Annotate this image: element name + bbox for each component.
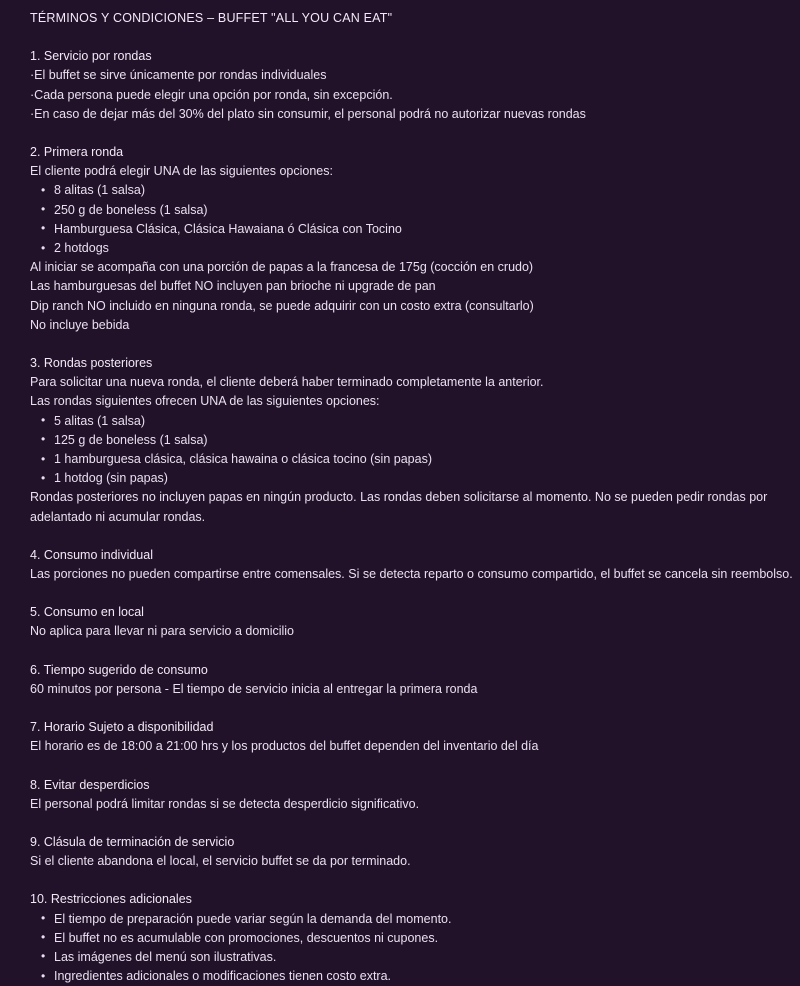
bullet-item: • Ingredientes adicionales o modificaciones tienen costo extra. [30, 967, 793, 986]
section-heading: 6. Tiempo sugerido de consumo [30, 662, 208, 677]
section-line: Para solicitar una nueva ronda, el cliente deberá haber terminado completamente la anterior. [30, 375, 544, 390]
section [30, 833, 793, 871]
section [30, 546, 793, 584]
section [30, 890, 793, 986]
section-heading: 10. Restricciones adicionales [30, 892, 192, 907]
section-heading: 4. Consumo individual [30, 547, 153, 562]
section [30, 776, 793, 814]
section-line: Al iniciar se acompaña con una porción de papas a la francesa de 175g (cocción en crudo) [30, 260, 534, 275]
bullet-item: • El buffet no es acumulable con promociones, descuentos ni cupones. [30, 929, 793, 948]
section [30, 143, 793, 335]
section [30, 603, 793, 641]
section-line: Las hamburguesas del buffet NO incluyen pan brioche ni upgrade de pan [30, 279, 436, 294]
section [30, 718, 793, 756]
section-line: 60 minutos por persona - El tiempo de servicio inicia al entregar la primera ronda [30, 681, 478, 696]
section-line: Si el cliente abandona el local, el servicio buffet se da por terminado. [30, 854, 411, 869]
section-line: Dip ranch NO incluido en ninguna ronda, se puede adquirir con un costo extra (consultarlo) [30, 298, 534, 313]
bullet-item: • Hamburguesa Clásica, Clásica Hawaiana ó Clásica con Tocino [30, 220, 793, 239]
section-heading: 7. Horario Sujeto a disponibilidad [30, 720, 214, 735]
section [30, 661, 793, 699]
section-line: ·En caso de dejar más del 30% del plato sin consumir, el personal podrá no autorizar nuevas rondas [30, 106, 586, 121]
section [30, 47, 793, 124]
section-heading: 1. Servicio por rondas [30, 49, 152, 64]
bullet-item: • Las imágenes del menú son ilustrativas. [30, 948, 793, 967]
section-line: Las porciones no pueden compartirse entre comensales. Si se detecta reparto o consumo compartido, el buffet se cancela sin reembolso. [30, 567, 793, 582]
bullet-item: • 2 hotdogs [30, 239, 793, 258]
bullet-item: • 125 g de boneless (1 salsa) [30, 431, 793, 450]
section-line: No aplica para llevar ni para servicio a domicilio [30, 624, 295, 639]
sections-container [30, 47, 793, 986]
bullet-list [30, 181, 793, 258]
section-line: El horario es de 18:00 a 21:00 hrs y los productos del buffet dependen del inventario del día [30, 739, 539, 754]
section-heading: 9. Clásula de terminación de servicio [30, 834, 235, 849]
bullet-item: • El tiempo de preparación puede variar según la demanda del momento. [30, 910, 793, 929]
bullet-item: • 8 alitas (1 salsa) [30, 181, 793, 200]
bullet-item: • 5 alitas (1 salsa) [30, 412, 793, 431]
bullet-list [30, 910, 793, 986]
document-title: TÉRMINOS Y CONDICIONES – BUFFET "ALL YOU CAN EAT" [30, 11, 393, 25]
section-line: El personal podrá limitar rondas si se detecta desperdicio significativo. [30, 796, 420, 811]
bullet-list [30, 412, 793, 489]
bullet-item: • 250 g de boneless (1 salsa) [30, 201, 793, 220]
section-heading: 3. Rondas posteriores [30, 356, 153, 371]
section-line: ·El buffet se sirve únicamente por rondas individuales [30, 68, 327, 83]
section-heading: 2. Primera ronda [30, 145, 124, 160]
bullet-item: • 1 hamburguesa clásica, clásica hawaina o clásica tocino (sin papas) [30, 450, 793, 469]
section-line: ·Cada persona puede elegir una opción por ronda, sin excepción. [30, 87, 393, 102]
section-heading: 5. Consumo en local [30, 605, 144, 620]
section-line: Rondas posteriores no incluyen papas en ningún producto. Las rondas deben solicitarse al momento. No se pueden pedir rondas por adelantado ni acumular rondas. [30, 490, 768, 524]
section-line: No incluye bebida [30, 317, 130, 332]
bullet-item: • 1 hotdog (sin papas) [30, 469, 793, 488]
section-line: Las rondas siguientes ofrecen UNA de las siguientes opciones: [30, 394, 380, 409]
section-line: El cliente podrá elegir UNA de las siguientes opciones: [30, 164, 333, 179]
section-heading: 8. Evitar desperdicios [30, 777, 150, 792]
section [30, 354, 793, 527]
